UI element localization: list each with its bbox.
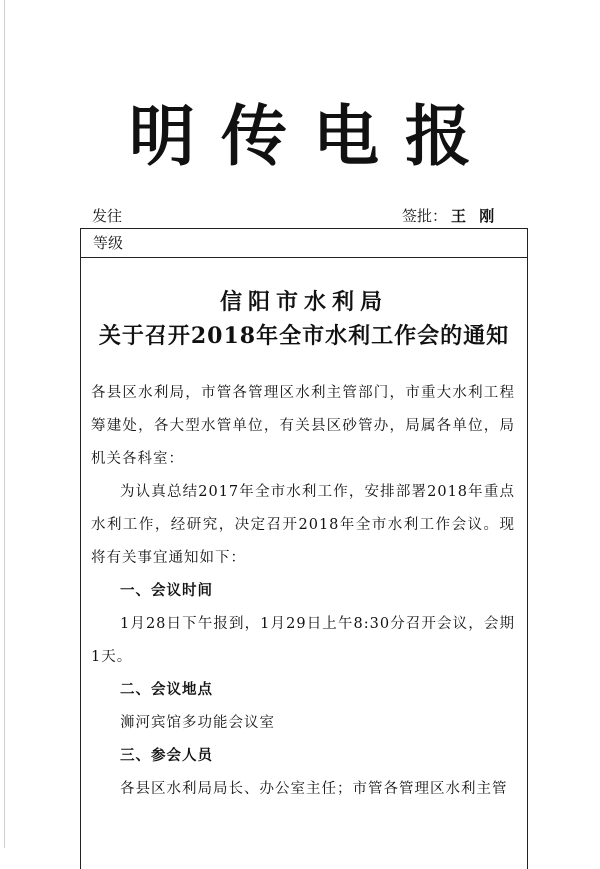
masthead-title: 明传电报	[129, 97, 497, 175]
section-heading: 二、会议地点	[120, 682, 213, 698]
grade-label: 等级	[93, 234, 124, 252]
intro-paragraph: 为认真总结2017年全市水利工作，安排部署2018年重点水利工作，经研究，决定召开2018年全市水利工作会议。现将有关事宜通知如下：	[91, 484, 515, 566]
approval-name: 王 刚	[451, 207, 499, 225]
document-body	[91, 377, 515, 806]
grade-row	[81, 229, 527, 258]
section-content: 1月28日下午报到，1月29日上午8:30分召开会议，会期1天。	[91, 616, 515, 665]
section-content: 浉河宾馆多功能会议室	[120, 715, 275, 731]
recipients-paragraph: 各县区水利局，市管各管理区水利主管部门，市重大水利工程筹建处，各大型水管单位，有关县区砂管办，局属各单位，局机关各科室：	[91, 385, 515, 467]
send-to-label: 发往	[92, 207, 123, 225]
approval-label: 签批：	[402, 207, 448, 225]
approval-field	[402, 206, 498, 226]
telegram-frame	[80, 228, 528, 869]
section-heading: 一、会议时间	[120, 583, 213, 599]
document-title-line-2: 关于召开2018年全市水利工作会的通知	[98, 323, 510, 349]
section-heading: 三、参会人员	[120, 748, 213, 764]
section-content: 各县区水利局局长、办公室主任；市管各管理区水利主管	[120, 781, 508, 797]
document-title-line-1: 信阳市水利局	[219, 289, 388, 315]
